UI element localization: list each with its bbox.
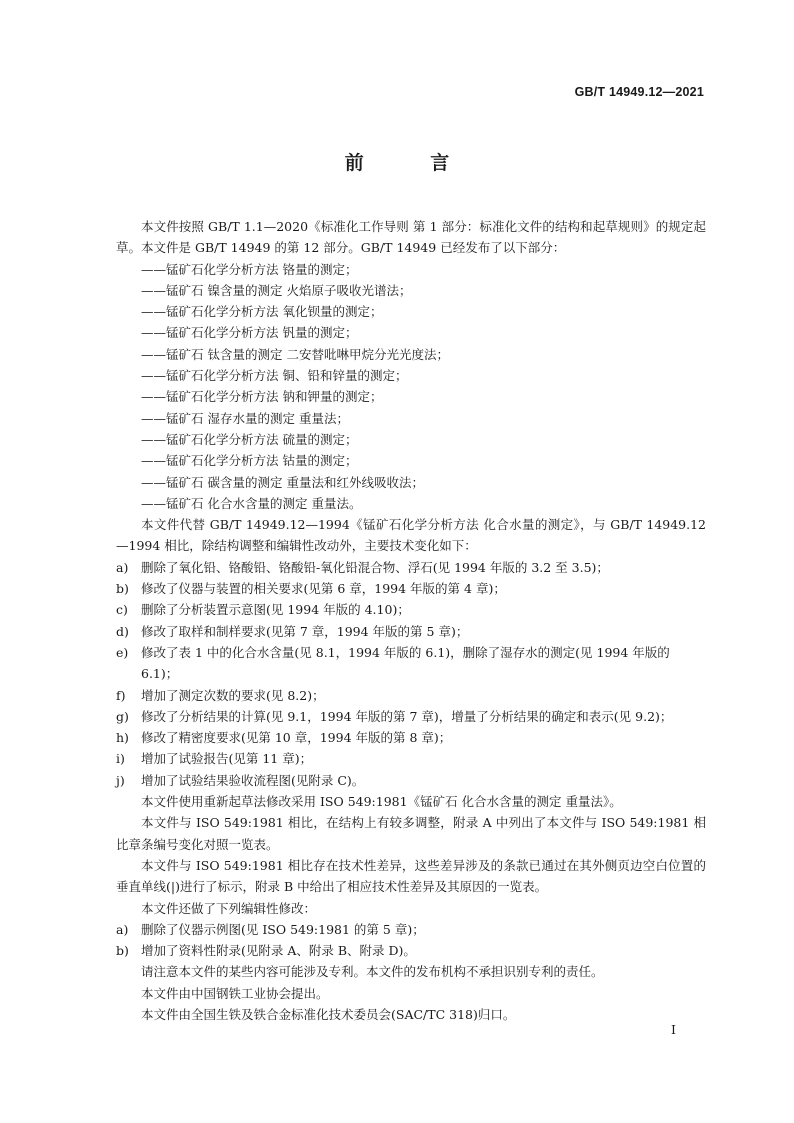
closing-paragraph: 请注意本文件的某些内容可能涉及专利。本文件的发布机构不承担识别专利的责任。 bbox=[141, 964, 604, 980]
page-number: I bbox=[671, 1022, 676, 1037]
editorial-change-item: a) 删除了仪器示例图(见 ISO 549:1981 的第 5 章)； bbox=[116, 921, 425, 937]
document-body bbox=[116, 216, 706, 1025]
closing-paragraph: 本文件由全国生铁及铁合金标准化技术委员会(SAC/TC 318)归口。 bbox=[141, 1006, 516, 1022]
iso-paragraph: 本文件使用重新起草法修改采用 ISO 549:1981《锰矿石 化合水含量的测定 重量法》。 bbox=[141, 794, 622, 810]
part-item: ——锰矿石 镍含量的测定 火焰原子吸收光谱法； bbox=[141, 282, 412, 298]
tech-change-item: j) 增加了试验结果验收流程图(见附录 C)。 bbox=[116, 772, 365, 788]
tech-change-item: i) 增加了试验报告(见第 11 章)； bbox=[116, 751, 313, 767]
part-item: ——锰矿石化学分析方法 氧化钡量的测定； bbox=[141, 304, 383, 320]
part-item: ——锰矿石化学分析方法 钠和钾量的测定； bbox=[141, 389, 383, 405]
iso-paragraph: 本文件与 ISO 549:1981 相比存在技术性差异，这些差异涉及的条款已通过在其外侧页边空白位置的垂直单线(|)进行了标示，附录 B 中给出了相应技术性差异及其原因的一览表。 bbox=[116, 857, 706, 895]
tech-change-item: b) 修改了仪器与装置的相关要求(见第 6 章，1994 年版的第 4 章)； bbox=[116, 581, 506, 597]
tech-change-item: c) 删除了分析装置示意图(见 1994 年版的 4.10)； bbox=[116, 602, 410, 618]
part-item: ——锰矿石化学分析方法 钴量的测定； bbox=[141, 453, 358, 469]
closing-paragraph: 本文件由中国钢铁工业协会提出。 bbox=[141, 985, 329, 1001]
intro-paragraph: 本文件按照 GB/T 1.1—2020《标准化工作导则 第 1 部分：标准化文件的结构和起草规则》的规定起草。本文件是 GB/T 14949 的第 12 部分。GB/T 14949 已经发布了以下部分： bbox=[116, 219, 706, 256]
tech-change-item: g) 修改了分析结果的计算(见 9.1，1994 年版的第 7 章)，增量了分析结果的确定和表示(见 9.2)； bbox=[116, 708, 673, 724]
page-title: 前 言 bbox=[344, 152, 480, 174]
standard-number: GB/T 14949.12—2021 bbox=[574, 85, 704, 99]
part-item: ——锰矿石化学分析方法 硫量的测定； bbox=[141, 431, 358, 447]
tech-change-item: a) 删除了氧化铅、铬酸铅、铬酸铅-氧化铅混合物、浮石(见 1994 年版的 3.2 至 3.5)； bbox=[116, 559, 609, 575]
part-item: ——锰矿石化学分析方法 铬量的测定； bbox=[141, 261, 358, 277]
editorial-change-item: b) 增加了资料性附录(见附录 A、附录 B、附录 D)。 bbox=[116, 943, 416, 959]
part-item: ——锰矿石 碳含量的测定 重量法和红外线吸收法； bbox=[141, 474, 424, 490]
tech-change-item: h) 修改了精密度要求(见第 10 章，1994 年版的第 8 章)； bbox=[116, 730, 452, 746]
part-item: ——锰矿石 湿存水量的测定 重量法； bbox=[141, 410, 349, 426]
replace-paragraph: 本文件代替 GB/T 14949.12—1994《锰矿石化学分析方法 化合水量的测定》，与 GB/T 14949.12—1994 相比，除结构调整和编辑性改动外，主要技术变化如下： bbox=[116, 517, 706, 554]
iso-paragraph: 本文件还做了下列编辑性修改： bbox=[141, 900, 317, 916]
part-item: ——锰矿石 钛含量的测定 二安替吡啉甲烷分光光度法； bbox=[141, 346, 449, 362]
part-item: ——锰矿石化学分析方法 钒量的测定； bbox=[141, 325, 358, 341]
iso-paragraph: 本文件与 ISO 549:1981 相比，在结构上有较多调整，附录 A 中列出了本文件与 ISO 549:1981 相比章条编号变化对照一览表。 bbox=[116, 815, 706, 852]
part-item: ——锰矿石化学分析方法 铜、铅和锌量的测定； bbox=[141, 368, 408, 384]
tech-change-item: e) 修改了表 1 中的化合水含量(见 8.1，1994 年版的 6.1)，删除了湿存水的测定(见 1994 年版的 6.1)； bbox=[116, 644, 670, 682]
part-item: ——锰矿石 化合水含量的测定 重量法。 bbox=[141, 495, 362, 511]
tech-change-item: d) 修改了取样和制样要求(见第 7 章，1994 年版的第 5 章)； bbox=[116, 623, 469, 639]
tech-change-item: f) 增加了测定次数的要求(见 8.2)； bbox=[116, 687, 325, 703]
